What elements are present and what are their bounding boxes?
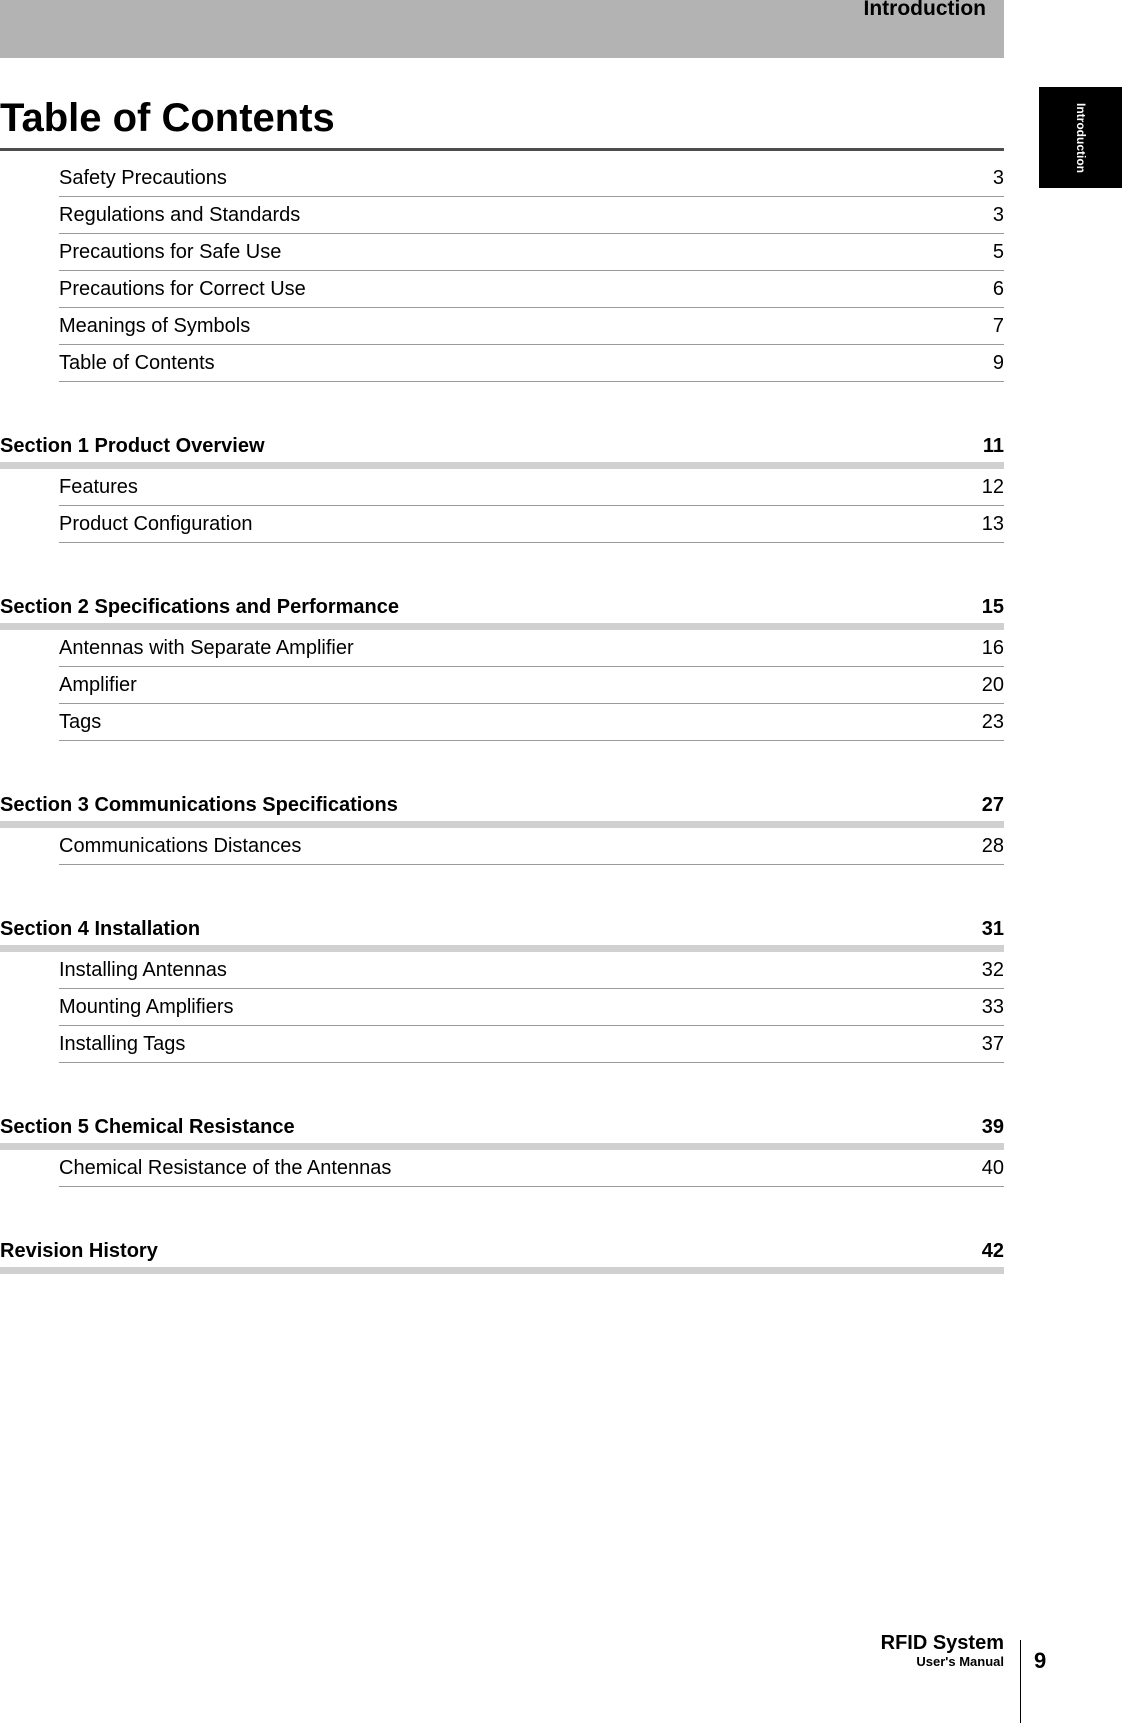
section-heading[interactable] [0,1099,1004,1150]
table-of-contents [0,160,1004,1274]
section-heading[interactable] [0,418,1004,469]
toc-entry[interactable] [59,197,1004,234]
toc-entry-label: Mounting Amplifiers [59,995,234,1018]
toc-entry-page: 3 [992,203,1004,226]
toc-entry-label: Meanings of Symbols [59,314,251,337]
revision-title: Revision History [0,1240,158,1262]
toc-entry[interactable] [59,506,1004,543]
toc-entry-label: Precautions for Correct Use [59,277,306,300]
section-page: 31 [981,918,1004,940]
toc-entry[interactable] [59,1026,1004,1063]
toc-entry[interactable] [59,989,1004,1026]
toc-entry-page: 9 [992,351,1004,374]
title-rule [0,148,1004,151]
revision-heading[interactable] [0,1223,1004,1274]
toc-entry-label: Features [59,475,138,498]
toc-entry-page: 40 [981,1156,1004,1179]
toc-entry[interactable] [59,345,1004,382]
intro-entries [0,160,1004,382]
section-page: 15 [981,596,1004,618]
revision-page: 42 [981,1240,1004,1262]
section-5 [0,1099,1004,1187]
toc-entry-page: 20 [981,673,1004,696]
page-number: 9 [1034,1648,1047,1673]
toc-entry[interactable] [59,160,1004,197]
toc-entry-page: 12 [981,475,1004,498]
toc-entry[interactable] [59,952,1004,989]
toc-entry-page: 28 [981,834,1004,857]
toc-entry[interactable] [59,630,1004,667]
toc-entry-label: Product Configuration [59,512,253,535]
header-bar [0,0,1004,58]
toc-entry-label: Antennas with Separate Amplifier [59,636,354,659]
toc-entry-page: 16 [981,636,1004,659]
toc-entry-page: 32 [981,958,1004,981]
toc-entry[interactable] [59,704,1004,741]
toc-entry-label: Installing Antennas [59,958,227,981]
section-title: Section 1 Product Overview [0,435,265,457]
section-1 [0,418,1004,543]
section-4 [0,901,1004,1063]
toc-entry[interactable] [59,308,1004,345]
side-tab[interactable] [1039,87,1122,188]
section-heading[interactable] [0,579,1004,630]
footer-product: RFID System [880,1632,1004,1654]
section-title: Section 5 Chemical Resistance [0,1116,295,1138]
toc-entry-page: 5 [992,240,1004,263]
toc-entry-label: Tags [59,710,102,733]
toc-entry-label: Installing Tags [59,1032,186,1055]
toc-entry[interactable] [59,828,1004,865]
side-tab-label: Introduction [1073,102,1088,173]
toc-entry-page: 37 [981,1032,1004,1055]
toc-entry-page: 6 [992,277,1004,300]
section-2 [0,579,1004,741]
section-3 [0,777,1004,865]
toc-entry-label: Precautions for Safe Use [59,240,282,263]
section-heading[interactable] [0,901,1004,952]
revision-history [0,1223,1004,1274]
toc-entry-page: 33 [981,995,1004,1018]
toc-entry[interactable] [59,271,1004,308]
toc-entry-label: Communications Distances [59,834,302,857]
toc-entry[interactable] [59,667,1004,704]
section-heading[interactable] [0,777,1004,828]
section-page: 39 [981,1116,1004,1138]
toc-entry-label: Chemical Resistance of the Antennas [59,1156,392,1179]
toc-entry-label: Regulations and Standards [59,203,301,226]
page-title: Table of Contents [0,96,335,140]
section-title: Section 3 Communications Specifications [0,794,398,816]
section-page: 11 [982,435,1004,457]
toc-entry-page: 7 [992,314,1004,337]
section-title: Section 4 Installation [0,918,201,940]
footer [881,1632,1004,1670]
toc-entry[interactable] [59,1150,1004,1187]
section-page: 27 [981,794,1004,816]
toc-entry-label: Amplifier [59,673,137,696]
toc-entry[interactable] [59,234,1004,271]
toc-entry-label: Safety Precautions [59,166,227,189]
footer-divider [1020,1640,1021,1723]
footer-manual: User's Manual [916,1654,1004,1669]
section-title: Section 2 Specifications and Performance [0,596,400,618]
toc-entry-page: 23 [981,710,1004,733]
toc-entry-page: 13 [981,512,1004,535]
toc-entry-label: Table of Contents [59,351,215,374]
toc-entry-page: 3 [992,166,1004,189]
toc-entry[interactable] [59,469,1004,506]
header-title: Introduction [863,0,986,20]
